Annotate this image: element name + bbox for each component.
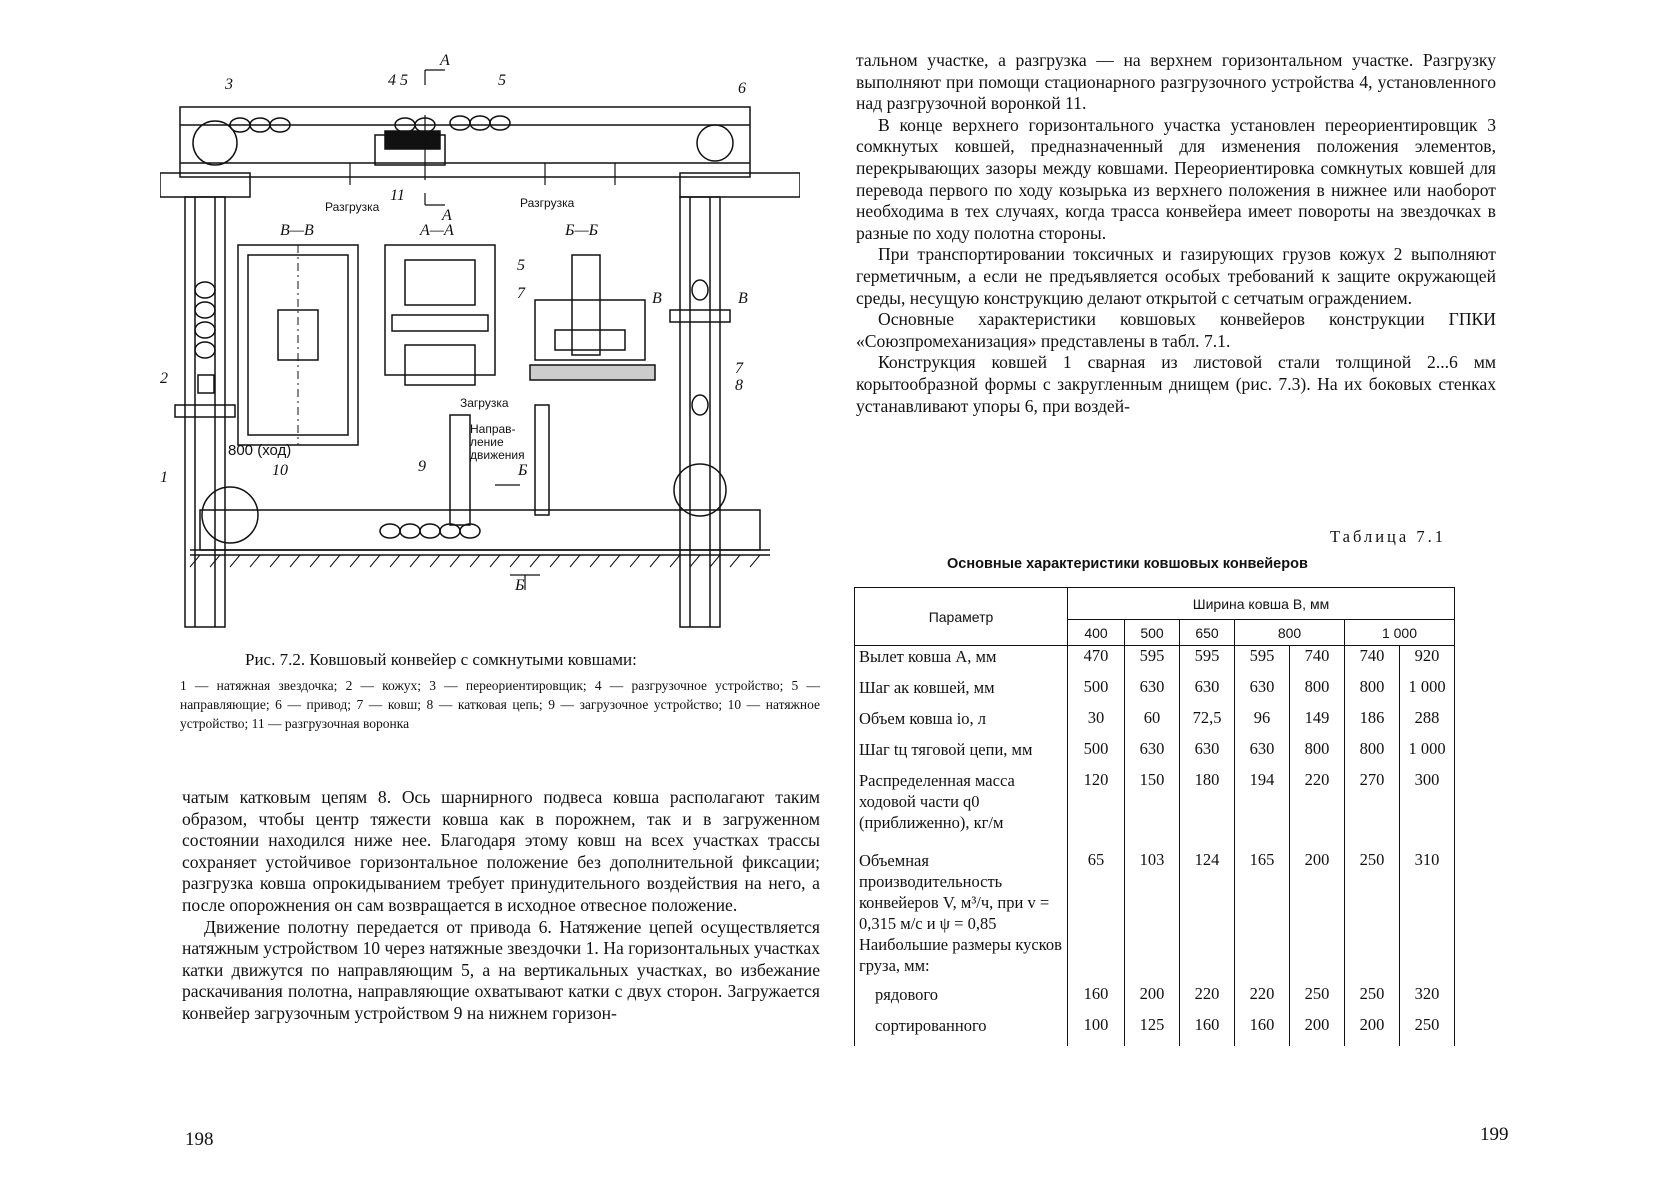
table-row-label: Наибольшие размеры кусков груза, мм:	[855, 934, 1068, 984]
table-cell: 595	[1235, 646, 1290, 677]
table-cell: 124	[1180, 850, 1235, 934]
table-cell: 500	[1068, 677, 1125, 708]
table-cell	[1345, 934, 1400, 984]
label-4-5: 4 5	[388, 72, 408, 89]
label-unload-2: Разгрузка	[520, 196, 575, 210]
table-cell: 310	[1400, 850, 1455, 934]
table-row-label: рядового	[855, 984, 1068, 1015]
label-direction: Направ-ление движения	[470, 422, 525, 462]
table-cell: 160	[1180, 1015, 1235, 1046]
table-cell: 595	[1180, 646, 1235, 677]
table-cell: 800	[1290, 677, 1345, 708]
table-cell: 103	[1125, 850, 1180, 934]
table-row	[855, 677, 1455, 708]
table-param-header: Параметр	[855, 588, 1068, 646]
table-cell: 740	[1345, 646, 1400, 677]
table-cell: 270	[1345, 770, 1400, 850]
table-row	[855, 850, 1455, 934]
width-800: 800	[1235, 620, 1345, 646]
right-body-text	[856, 50, 1496, 417]
table-cell: 595	[1125, 646, 1180, 677]
label-stroke: 800 (ход)	[228, 442, 292, 459]
label-9: 9	[418, 458, 426, 475]
table-cell: 220	[1235, 984, 1290, 1015]
table-cell: 160	[1068, 984, 1125, 1015]
table-cell	[1125, 934, 1180, 984]
table-cell	[1400, 934, 1455, 984]
left-body-text	[182, 787, 820, 1025]
width-650: 650	[1180, 620, 1235, 646]
table-cell: 200	[1125, 984, 1180, 1015]
label-7: 7	[735, 360, 743, 377]
label-Bb-bottom: Б	[515, 577, 525, 594]
table-row	[855, 770, 1455, 850]
table-cell: 630	[1180, 677, 1235, 708]
figure-legend: 1 — натяжная звездочка; 2 — кожух; 3 — переориентировщик; 4 — разгрузочное устройство; 5 — направляющие; 6 — привод; 7 — ковш; 8 — катковая цепь; 9 — загрузочное устройство; 10 — натяжное устройство; 11 — разгрузочная воронка	[180, 678, 820, 731]
page-number-left: 198	[185, 1129, 214, 1150]
table-cell: 250	[1345, 984, 1400, 1015]
table-cell: 220	[1180, 984, 1235, 1015]
label-7b: 7	[517, 285, 525, 302]
table-cell: 500	[1068, 739, 1125, 770]
page-number-right: 199	[1480, 1124, 1509, 1145]
table-cell: 630	[1235, 739, 1290, 770]
table-cell: 200	[1345, 1015, 1400, 1046]
label-10: 10	[272, 462, 288, 479]
label-8: 8	[735, 377, 743, 394]
table-cell: 165	[1235, 850, 1290, 934]
table-cell: 65	[1068, 850, 1125, 934]
table-cell: 250	[1400, 1015, 1455, 1046]
table-row	[855, 1015, 1455, 1046]
table-cell: 470	[1068, 646, 1125, 677]
table-row	[855, 984, 1455, 1015]
label-11: 11	[390, 187, 405, 204]
table-cell: 300	[1400, 770, 1455, 850]
table-row-label: Объемная производительность конвейеров V, м³/ч, при v = 0,315 м/с и ψ = 0,85	[855, 850, 1068, 934]
right-paragraph-3: При транспортировании токсичных и газирующих грузов кожух 2 выполняют герметичным, а если не предъявляется особых требований к защите окружающей среды, несущую конструкцию делают открытой с сетчатым ограждением.	[856, 244, 1496, 308]
table-number: Таблица 7.1	[1330, 527, 1446, 546]
table-cell: 100	[1068, 1015, 1125, 1046]
width-400: 400	[1068, 620, 1125, 646]
table-cell: 125	[1125, 1015, 1180, 1046]
width-500: 500	[1125, 620, 1180, 646]
table-row	[855, 739, 1455, 770]
table-cell: 149	[1290, 708, 1345, 739]
table-cell: 30	[1068, 708, 1125, 739]
table-cell: 180	[1180, 770, 1235, 850]
table-cell: 920	[1400, 646, 1455, 677]
table-cell: 220	[1290, 770, 1345, 850]
table-cell: 72,5	[1180, 708, 1235, 739]
table-cell: 630	[1235, 677, 1290, 708]
table-cell: 740	[1290, 646, 1345, 677]
table-cell: 630	[1180, 739, 1235, 770]
table-row-label: Объем ковша iо, л	[855, 708, 1068, 739]
label-5b: 5	[517, 257, 525, 274]
label-2: 2	[160, 370, 168, 387]
table-cell: 194	[1235, 770, 1290, 850]
table-row	[855, 708, 1455, 739]
width-1000: 1 000	[1345, 620, 1455, 646]
label-loading: Загрузка	[460, 396, 509, 410]
table-cell: 800	[1290, 739, 1345, 770]
table-cell: 800	[1345, 739, 1400, 770]
table-row-label: Шаг tц тяговой цепи, мм	[855, 739, 1068, 770]
table-cell: 186	[1345, 708, 1400, 739]
right-paragraph-1: тальном участке, а разгрузка — на верхнем горизонтальном участке. Разгрузку выполняют при помощи стационарного разгрузочного устройства 4, установленного над разгрузочной воронкой 11.	[856, 50, 1496, 114]
table-title: Основные характеристики ковшовых конвейеров	[947, 556, 1308, 572]
table-cell: 1 000	[1400, 677, 1455, 708]
table-row	[855, 934, 1455, 984]
label-A-top: A	[440, 52, 450, 69]
table-cell	[1180, 934, 1235, 984]
table-cell: 630	[1125, 739, 1180, 770]
right-paragraph-4: Основные характеристики ковшовых конвейеров конструкции ГПКИ «Союзпромеханизация» представлены в табл. 7.1.	[856, 309, 1496, 351]
table-cell: 96	[1235, 708, 1290, 739]
right-page	[840, 0, 1679, 1189]
table-row-label: Шаг aк ковшей, мм	[855, 677, 1068, 708]
table-cell: 60	[1125, 708, 1180, 739]
label-Bb: Б	[518, 462, 528, 479]
left-paragraph-1: чатым катковым цепям 8. Ось шарнирного подвеса ковша располагают таким образом, чтобы центр тяжести ковша как в порожнем, так и в загруженном состоянии находился ниже нее. Благодаря этому ковш на всех участках трассы сохраняет устойчивое горизонтальное положение без дополнительной фиксации; разгрузка ковша опрокидыванием требует принудительного воздействия на него, а после опорожнения он сам возвращается в исходное отвесное положение.	[182, 787, 820, 915]
label-A-bottom: A	[442, 207, 452, 224]
table-body	[855, 646, 1455, 1046]
conveyor-diagram	[160, 45, 800, 645]
table-cell: 320	[1400, 984, 1455, 1015]
table-cell: 160	[1235, 1015, 1290, 1046]
label-B-left: В	[652, 290, 662, 307]
characteristics-table	[854, 587, 1455, 1046]
label-6: 6	[738, 80, 746, 97]
label-B-right: В	[738, 290, 748, 307]
table-cell	[1235, 934, 1290, 984]
conveyor-drawing	[160, 45, 800, 645]
left-paragraph-2: Движение полотну передается от привода 6. Натяжение цепей осуществляется натяжным устройством 10 через натяжные звездочки 1. На горизонтальных участках катки движутся по направляющим 5, а на вертикальных участках, во избежание раскачивания полотна, направляющие охватывают катки с двух сторон. Загружается конвейер загрузочным устройством 9 на нижнем горизон-	[182, 916, 820, 1023]
table-row-label: Вылет ковша A, мм	[855, 646, 1068, 677]
table-cell: 150	[1125, 770, 1180, 850]
label-unload-1: Разгрузка	[325, 200, 380, 214]
right-paragraph-5: Конструкция ковшей 1 сварная из листовой стали толщиной 2...6 мм корытообразной формы с закругленным днищем (рис. 7.3). На их боковых стенках устанавливают упоры 6, при воздей-	[856, 352, 1496, 416]
table-row	[855, 646, 1455, 677]
table-cell: 250	[1345, 850, 1400, 934]
table-cell	[1290, 934, 1345, 984]
table-cell: 250	[1290, 984, 1345, 1015]
label-3: 3	[225, 76, 233, 93]
label-1: 1	[160, 469, 168, 486]
table-row-label: сортированного	[855, 1015, 1068, 1046]
table-cell: 630	[1125, 677, 1180, 708]
table-cell: 200	[1290, 1015, 1345, 1046]
table-cell	[1068, 934, 1125, 984]
table-cell: 1 000	[1400, 739, 1455, 770]
table-row-label: Распределенная масса ходовой части q0 (приближенно), кг/м	[855, 770, 1068, 850]
table-cell: 288	[1400, 708, 1455, 739]
table-cell: 200	[1290, 850, 1345, 934]
right-paragraph-2: В конце верхнего горизонтального участка установлен переориентировщик 3 сомкнутых ковшей, предназначенный для изменения положения элементов, перекрывающих зазоры между ковшами. Переориентировка сомкнутых ковшей для перевода первого по ходу козырька из верхнего положения в нижнее или наоборот необходима в тех случаях, когда трасса конвейера имеет повороты на звездочках в разные по ходу полотна стороны.	[856, 114, 1496, 243]
label-5: 5	[498, 72, 506, 89]
label-section-bb: Б—Б	[565, 222, 599, 239]
table-cell: 800	[1345, 677, 1400, 708]
label-section-vv: В—В	[280, 222, 314, 239]
table-cell: 120	[1068, 770, 1125, 850]
table-width-header: Ширина ковша B, мм	[1068, 588, 1455, 620]
label-section-aa: А—А	[420, 222, 454, 239]
figure-caption: Рис. 7.2. Ковшовый конвейер с сомкнутыми ковшами:	[245, 650, 637, 669]
